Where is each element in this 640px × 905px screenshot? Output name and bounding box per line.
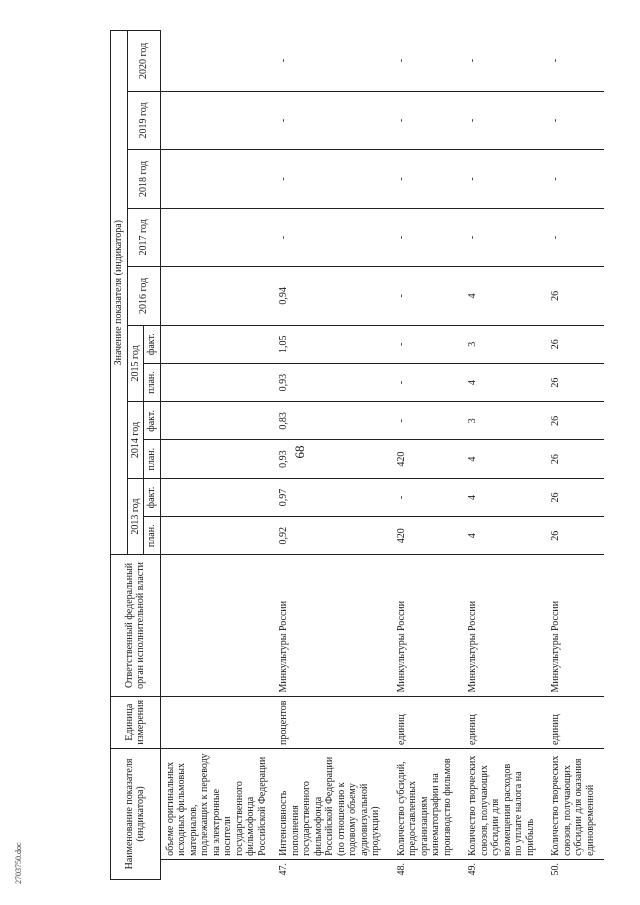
- cell-2017: -: [461, 208, 544, 266]
- cell-2013-plan: 26: [544, 517, 604, 555]
- row-num: [160, 859, 272, 879]
- cell-2015-plan: -: [390, 363, 462, 401]
- table-row: [544, 31, 604, 880]
- footer-filename: 2703750.doc: [14, 842, 23, 884]
- cell-2015-plan: 0,93: [272, 363, 390, 401]
- table-row: [390, 31, 462, 880]
- header-unit: Единица измерения: [111, 696, 161, 748]
- row-org: Минкультуры России: [461, 555, 544, 696]
- cell-2019: -: [390, 91, 462, 149]
- table-row-continuation: [160, 31, 272, 880]
- cell-2016: 26: [544, 267, 604, 325]
- cell-2019: -: [461, 91, 544, 149]
- row-org: Минкультуры России: [544, 555, 604, 696]
- cell-2014-fact: 3: [461, 402, 544, 440]
- cell-2015-fact: 1,05: [272, 325, 390, 363]
- cell-2020: -: [544, 31, 604, 92]
- row-unit: процентов: [272, 696, 390, 748]
- cell-2014-fact: 0,83: [272, 402, 390, 440]
- row-org: Минкультуры России: [272, 555, 390, 696]
- cell-2020: -: [272, 31, 390, 92]
- row-num: 48.: [395, 863, 407, 876]
- cell-2015-plan: 26: [544, 363, 604, 401]
- cell-2013-plan: 420: [390, 517, 462, 555]
- cell-2013-fact: 4: [461, 478, 544, 516]
- header-name: Наименование показателя (индикатора): [111, 748, 161, 879]
- header-2014-plan: план.: [144, 440, 161, 478]
- cell-2020: -: [461, 31, 544, 92]
- cell-2019: -: [272, 91, 390, 149]
- row-name: Количество творческих союзов, получающих субсидии для возмещения расходов по уплате налога на прибыль: [461, 748, 544, 859]
- row-name: Количество творческих союзов, получающих субсидии для оказания единовременной: [544, 748, 604, 859]
- cell-2016: -: [390, 267, 462, 325]
- row-num: 50.: [550, 863, 561, 876]
- cell-2015-fact: -: [390, 325, 462, 363]
- header-2020: 2020 год: [127, 31, 160, 92]
- cell-2013-plan: 0,92: [272, 517, 390, 555]
- cell-2018: -: [461, 150, 544, 208]
- cell-2017: -: [390, 208, 462, 266]
- cell-2013-fact: 0,97: [272, 478, 390, 516]
- header-indicators: Значение показателя (индикатора): [111, 31, 128, 555]
- cell-2020: -: [390, 31, 462, 92]
- cell-2014-fact: 26: [544, 402, 604, 440]
- rotated-table-container: [110, 30, 600, 880]
- row-unit: единиц: [390, 696, 462, 748]
- cell-2019: -: [544, 91, 604, 149]
- page-number: 68: [292, 445, 307, 459]
- row-name: Интенсивность пополнения государственного фильмофонда Российской Федерации (по отношению к годовому объему аудиовизуальной продукции): [272, 748, 390, 859]
- header-2014-fact: факт.: [144, 402, 161, 440]
- cell-2017: -: [272, 208, 390, 266]
- cell-2015-fact: 26: [544, 325, 604, 363]
- cell-2015-plan: 4: [461, 363, 544, 401]
- header-2016: 2016 год: [127, 267, 160, 325]
- header-2013-plan: план.: [144, 517, 161, 555]
- indicators-table: [110, 30, 604, 880]
- header-2015: 2015 год: [127, 325, 144, 402]
- table-body: [160, 31, 604, 880]
- header-org: Ответственный федеральный орган исполнительной власти: [111, 555, 161, 696]
- header-2015-fact: факт.: [144, 325, 161, 363]
- cell-2013-fact: -: [390, 478, 462, 516]
- cell-2014-fact: -: [390, 402, 462, 440]
- table-row: [461, 31, 544, 880]
- header-2017: 2017 год: [127, 208, 160, 266]
- row-num: 49.: [467, 863, 478, 876]
- cell-2014-plan: 420: [390, 440, 462, 478]
- cell-2015-fact: 3: [461, 325, 544, 363]
- cell-2014-plan: 0,93: [272, 440, 390, 478]
- table-header: [111, 31, 161, 880]
- row-num: 47.: [278, 863, 289, 876]
- row-org: Минкультуры России: [390, 555, 462, 696]
- header-2013-fact: факт.: [144, 478, 161, 516]
- cell-2014-plan: 4: [461, 440, 544, 478]
- table-row: [272, 31, 390, 880]
- row-name: объеме оригинальных исходных фильмовых материалов, подлежащих к переводу на электронные носители государственного фильмофонда Российской Федерации: [160, 748, 272, 859]
- header-2019: 2019 год: [127, 91, 160, 149]
- row-unit: единиц: [461, 696, 544, 748]
- cell-2016: 4: [461, 267, 544, 325]
- cell-2013-plan: 4: [461, 517, 544, 555]
- header-2014: 2014 год: [127, 402, 144, 479]
- cell-2014-plan: 26: [544, 440, 604, 478]
- cell-2018: -: [390, 150, 462, 208]
- header-2013: 2013 год: [127, 478, 144, 555]
- cell-2013-fact: 26: [544, 478, 604, 516]
- header-2018: 2018 год: [127, 150, 160, 208]
- cell-2017: -: [544, 208, 604, 266]
- row-unit: единиц: [544, 696, 604, 748]
- cell-2018: -: [544, 150, 604, 208]
- row-name: Количество субсидий, предоставленных организациям кинематографии на производство фильмов: [390, 748, 462, 859]
- header-2015-plan: план.: [144, 363, 161, 401]
- cell-2018: -: [272, 150, 390, 208]
- cell-2016: 0,94: [272, 267, 390, 325]
